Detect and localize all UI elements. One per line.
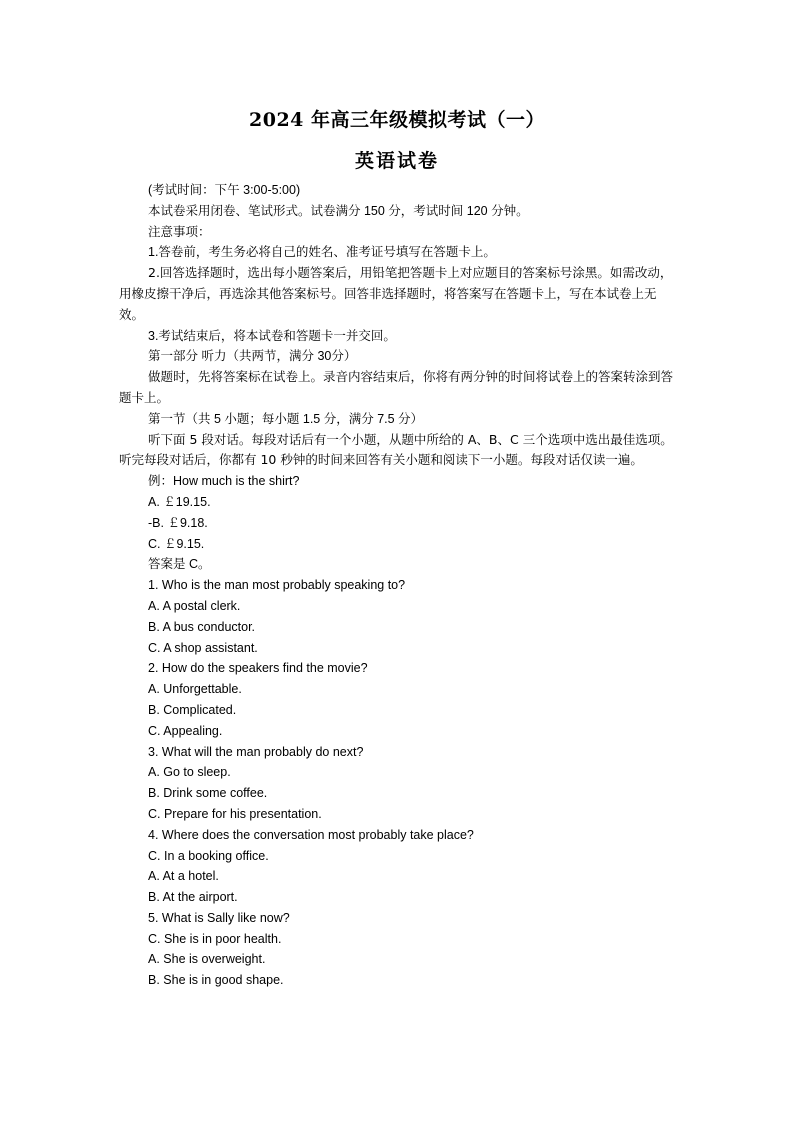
notes-heading: 注意事项： — [148, 224, 211, 239]
option: A. At a hotel. — [148, 869, 219, 884]
question-5: 5. What is Sally like now? — [148, 910, 290, 925]
exam-format: 本试卷采用闭卷、笔试形式。试卷满分 150 分，考试时间 120 分钟。 — [148, 203, 529, 218]
option: A. A postal clerk. — [148, 598, 241, 613]
option: B. A bus conductor. — [148, 619, 256, 634]
note-2: 2.回答选择题时，选出每小题答案后，用铅笔把答题卡上对应题目的答案标号涂黑。如需改动，用橡皮擦干净后，再选涂其他答案标号。回答非选择题时，将答案写在答题卡上，写在本试卷上无效。 — [119, 265, 673, 322]
question-2: 2. How do the speakers find the movie? — [148, 661, 368, 676]
part1-heading: 第一部分 听力（共两节，满分 30分） — [148, 349, 357, 364]
option: C. A shop assistant. — [148, 640, 258, 655]
exam-body — [119, 180, 681, 991]
option: B. At the airport. — [148, 890, 238, 905]
note-1: 1.答卷前，考生务必将自己的姓名、准考证号填写在答题卡上。 — [148, 245, 496, 260]
option: A. She is overweight. — [148, 952, 266, 967]
note-3: 3.考试结束后，将本试卷和答题卡一并交回。 — [148, 328, 396, 343]
option: C. Appealing. — [148, 723, 223, 738]
exam-title: 2024 年高三年级模拟考试（一） — [249, 109, 545, 131]
option: B. Drink some coffee. — [148, 786, 268, 801]
section1-instruction: 听下面 5 段对话。每段对话后有一个小题，从题中所给的 A、B、C 三个选项中选出最佳选项。听完每段对话后，你都有 10 秒钟的时间来回答有关小题和阅读下一小题。每段对话仅读一遍。 — [119, 431, 673, 468]
example-option: -B. ￡9.18. — [148, 515, 208, 530]
question-1: 1. Who is the man most probably speaking to? — [148, 578, 406, 593]
option: B. Complicated. — [148, 702, 237, 717]
question-3: 3. What will the man probably do next? — [148, 744, 364, 759]
option: C. She is in poor health. — [148, 931, 282, 946]
exam-time: (考试时间：下午 3:00-5:00) — [148, 183, 301, 197]
exam-subtitle: 英语试卷 — [354, 150, 439, 172]
option: A. Unforgettable. — [148, 682, 242, 697]
section1-heading: 第一节（共 5 小题；每小题 1.5 分，满分 7.5 分） — [148, 411, 424, 426]
option: B. She is in good shape. — [148, 973, 284, 988]
example-option: C. ￡9.15. — [148, 536, 205, 551]
example-question: 例：How much is the shirt? — [148, 474, 300, 489]
option: C. Prepare for his presentation. — [148, 806, 322, 821]
part1-instruction: 做题时，先将答案标在试卷上。录音内容结束后，你将有两分钟的时间将试卷上的答案转涂到答题卡上。 — [119, 369, 674, 405]
example-answer: 答案是 C。 — [148, 557, 211, 572]
example-option: A. ￡19.15. — [148, 494, 211, 509]
question-4: 4. Where does the conversation most probably take place? — [148, 827, 474, 842]
option: C. In a booking office. — [148, 848, 269, 863]
option: A. Go to sleep. — [148, 765, 231, 780]
